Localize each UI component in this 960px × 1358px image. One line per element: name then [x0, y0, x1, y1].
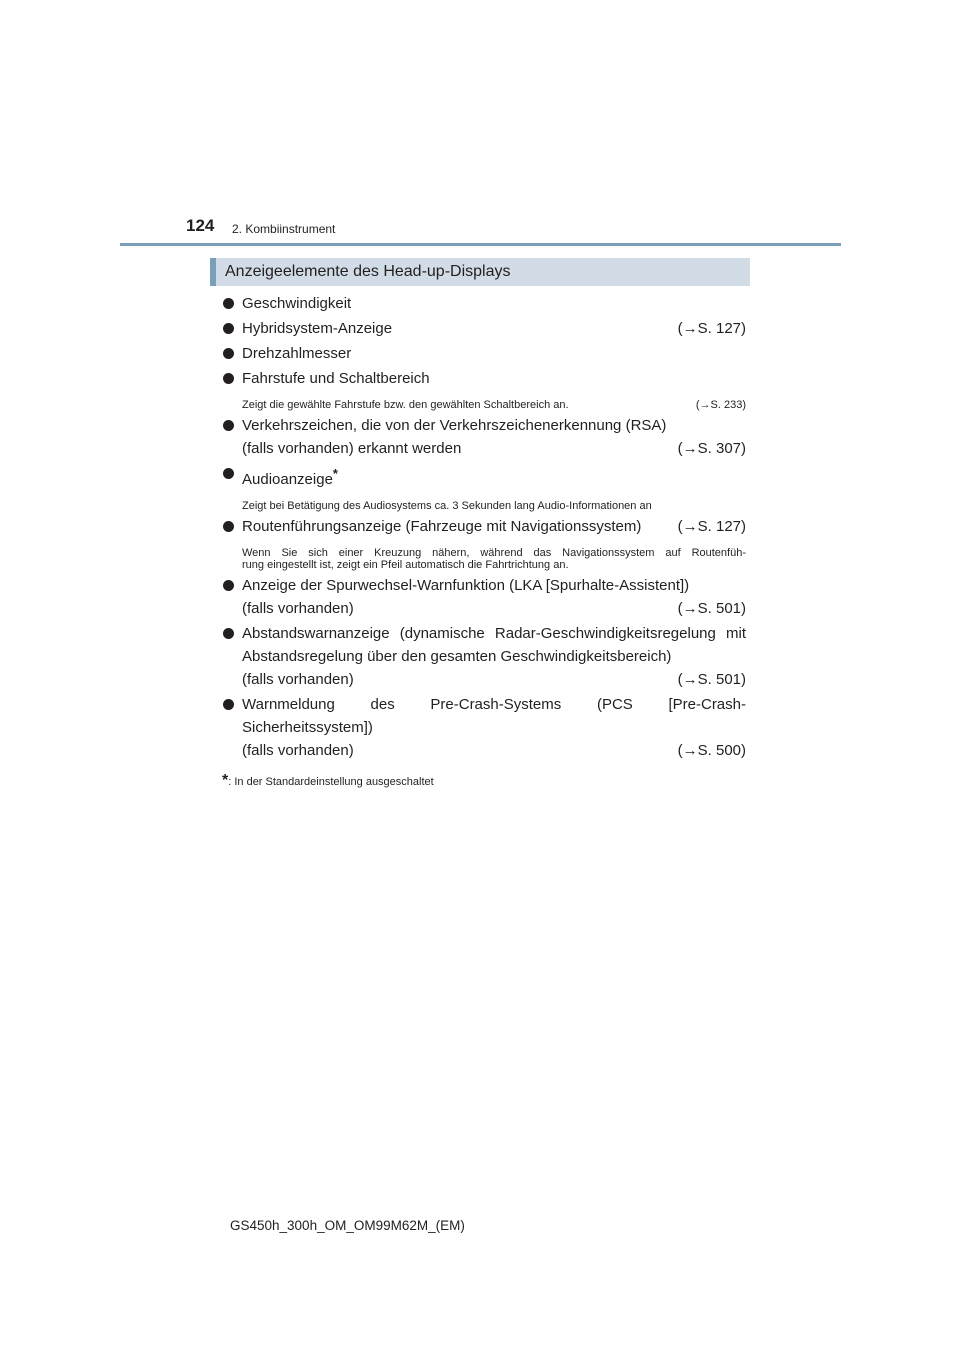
item-label: Warnmeldung des Pre-Crash-Systems (PCS [Pre-Crash-Sicherheitssystem]): [242, 696, 746, 736]
list-item-acc: [222, 622, 746, 691]
page-number: 124: [186, 216, 215, 235]
item-label: Anzeige der Spurwechsel-Warnfunktion (LKA [Spurhalte-Assistent]): [242, 577, 690, 594]
item-label-cont: (falls vorhanden): [242, 600, 354, 617]
item-label: Fahrstufe und Schaltbereich: [242, 370, 430, 387]
list-item-rsa: [222, 414, 746, 460]
item-label: Geschwindigkeit: [242, 295, 352, 312]
bullet-icon: [223, 699, 234, 710]
item-list: [222, 290, 746, 790]
bullet-icon: [223, 628, 234, 639]
list-item-route: [222, 515, 746, 538]
footnote: [222, 772, 746, 790]
item-label-cont2: (falls vorhanden): [242, 671, 354, 688]
item-label: Audioanzeige: [242, 471, 333, 488]
footnote-marker: *: [222, 772, 229, 789]
header-rule: [120, 243, 841, 246]
section-title: Anzeigeelemente des Head-up-Displays: [225, 263, 511, 280]
item-label-cont: (falls vorhanden): [242, 742, 354, 759]
note-text: Zeigt bei Betätigung des Audiosystems ca. 3 Sekunden lang Audio-Informationen an: [242, 500, 652, 512]
note-route: [222, 547, 746, 571]
note-text: Wenn Sie sich einer Kreuzung nähern, während das Navigationssystem auf Routenfüh-: [242, 547, 746, 559]
item-label: Verkehrszeichen, die von der Verkehrszeichenerkennung (RSA): [242, 417, 667, 434]
bullet-icon: [223, 521, 234, 532]
item-label: Hybridsystem-Anzeige: [242, 320, 393, 337]
note-audio: [222, 500, 746, 512]
page-reference-link[interactable]: (→S. 501): [677, 600, 746, 617]
document-code: GS450h_300h_OM_OM99M62M_(EM): [230, 1218, 465, 1233]
item-label: Drehzahlmesser: [242, 345, 352, 362]
page-reference-link[interactable]: (→S. 233): [695, 399, 746, 411]
list-item-lka: [222, 574, 746, 620]
list-item-gear: [222, 367, 746, 390]
page-reference-link[interactable]: (→S. 127): [677, 518, 746, 535]
note-text-cont: rung eingestellt ist, zeigt ein Pfeil automatisch die Fahrtrichtung an.: [242, 559, 569, 571]
footnote-marker: *: [332, 466, 338, 481]
list-item-tachometer: [222, 342, 746, 365]
note-gear: [222, 399, 746, 411]
item-label: Abstandswarnanzeige (dynamische Radar-Geschwindigkeitsregelung mit: [242, 625, 746, 642]
list-item-hybrid: [222, 317, 746, 340]
list-item-audio: [222, 462, 746, 491]
item-label-cont: (falls vorhanden) erkannt werden: [242, 440, 462, 457]
section-header-bar: [210, 258, 216, 286]
section-header: [210, 258, 750, 286]
page-reference-link[interactable]: (→S. 500): [677, 742, 746, 759]
chapter-title: 2. Kombiinstrument: [232, 222, 336, 236]
page-reference-link[interactable]: (→S. 501): [677, 671, 746, 688]
item-label: Routenführungsanzeige (Fahrzeuge mit Navigationssystem): [242, 518, 642, 535]
page-reference-link[interactable]: (→S. 307): [677, 440, 746, 457]
page-reference-link[interactable]: (→S. 127): [677, 320, 746, 337]
bullet-icon: [223, 420, 234, 431]
bullet-icon: [223, 323, 234, 334]
bullet-icon: [223, 373, 234, 384]
bullet-icon: [223, 580, 234, 591]
list-item-pcs: [222, 693, 746, 762]
footnote-text: : In der Standardeinstellung ausgeschaltet: [228, 776, 434, 788]
bullet-icon: [223, 298, 234, 309]
bullet-icon: [223, 468, 234, 479]
item-label-cont: Abstandsregelung über den gesamten Geschwindigkeitsbereich): [242, 648, 672, 665]
bullet-icon: [223, 348, 234, 359]
list-item-speed: [222, 292, 746, 315]
note-text: Zeigt die gewählte Fahrstufe bzw. den gewählten Schaltbereich an.: [242, 399, 569, 411]
